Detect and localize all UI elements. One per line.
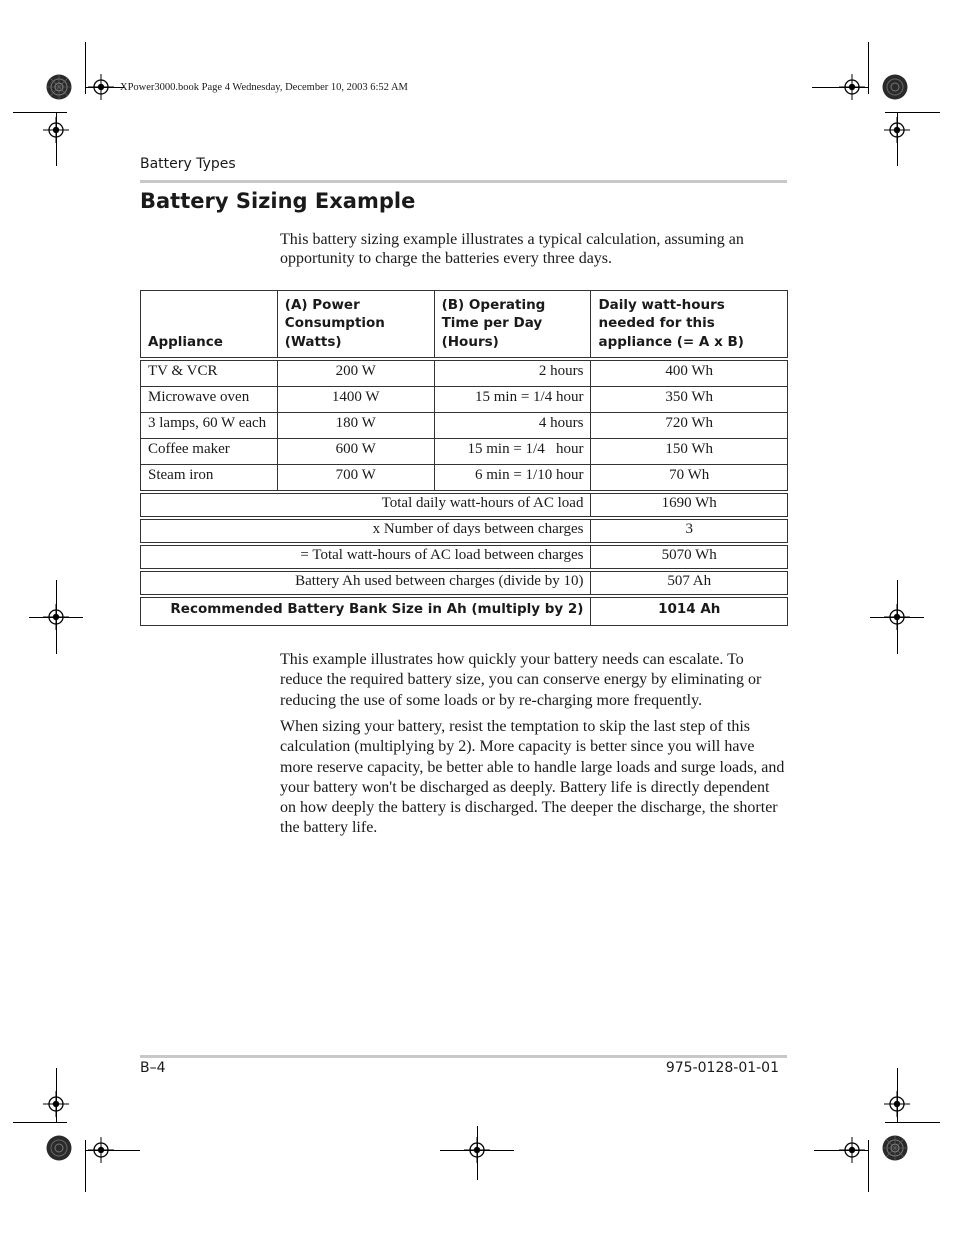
total-row	[141, 570, 788, 596]
watt-hours-cell: 720 Wh	[591, 413, 788, 439]
print-slug: XPower3000.book Page 4 Wednesday, December 10, 2003 6:52 AM	[120, 82, 408, 93]
appliance-cell: Coffee maker	[141, 439, 278, 465]
body-paragraph: When sizing your battery, resist the temptation to skip the last step of this calculation (multiplying by 2). More capacity is better since you will have more reserve capacity, be better able to handle large loads and surge loads, and your battery won't be discharged as deeply. Battery life is directly dependent on how deeply the battery is discharged. The deeper the discharge, the shorter the battery life.	[280, 718, 785, 837]
time-cell: 4 hours	[434, 413, 591, 439]
column-header: (B) Operating Time per Day (Hours)	[434, 291, 591, 360]
time-cell: 6 min = 1/10 hour	[434, 465, 591, 493]
registration-target-icon	[43, 604, 69, 630]
column-header: Appliance	[141, 291, 278, 360]
watt-hours-cell: 70 Wh	[591, 465, 788, 493]
battery-sizing-table	[140, 290, 788, 626]
total-label: Total daily watt-hours of AC load	[141, 492, 591, 518]
total-label: = Total watt-hours of AC load between charges	[141, 544, 591, 570]
power-cell: 700 W	[277, 465, 434, 493]
recommended-value: 1014 Ah	[591, 596, 788, 626]
time-cell: 15 min = 1/4 hour	[434, 439, 591, 465]
total-value: 3	[591, 518, 788, 544]
power-cell: 600 W	[277, 439, 434, 465]
table-row	[141, 359, 788, 387]
table-header-row	[141, 291, 788, 360]
registration-target-icon	[839, 1137, 865, 1163]
registration-target-icon	[839, 74, 865, 100]
running-head: Battery Types	[140, 156, 236, 172]
appliance-cell: Steam iron	[141, 465, 278, 493]
total-row	[141, 544, 788, 570]
registration-target-icon	[884, 117, 910, 143]
total-value: 507 Ah	[591, 570, 788, 596]
header-rule	[140, 180, 787, 183]
table-row	[141, 439, 788, 465]
document-number: 975-0128-01-01	[665, 1060, 779, 1076]
registration-target-icon	[884, 1091, 910, 1117]
registration-target-icon	[43, 117, 69, 143]
recommended-label: Recommended Battery Bank Size in Ah (multiply by 2)	[141, 596, 591, 626]
total-label: Battery Ah used between charges (divide by 10)	[141, 570, 591, 596]
registration-target-icon	[464, 1137, 490, 1163]
appliance-cell: 3 lamps, 60 W each	[141, 413, 278, 439]
total-value: 1690 Wh	[591, 492, 788, 518]
page-number: B–4	[140, 1060, 166, 1076]
watt-hours-cell: 150 Wh	[591, 439, 788, 465]
recommended-row	[141, 596, 788, 626]
color-bar-disc-icon	[882, 1135, 908, 1161]
power-cell: 1400 W	[277, 387, 434, 413]
time-cell: 2 hours	[434, 359, 591, 387]
column-header: Daily watt-hours needed for this appliance (= A x B)	[591, 291, 788, 360]
registration-target-icon	[88, 74, 114, 100]
power-cell: 180 W	[277, 413, 434, 439]
appliance-cell: Microwave oven	[141, 387, 278, 413]
registration-target-icon	[43, 1091, 69, 1117]
power-cell: 200 W	[277, 359, 434, 387]
column-header: (A) Power Consumption (Watts)	[277, 291, 434, 360]
registration-target-icon	[884, 604, 910, 630]
registration-target-icon	[88, 1137, 114, 1163]
watt-hours-cell: 400 Wh	[591, 359, 788, 387]
total-label: x Number of days between charges	[141, 518, 591, 544]
watt-hours-cell: 350 Wh	[591, 387, 788, 413]
color-bar-disc-icon	[46, 1135, 72, 1161]
appliance-cell: TV & VCR	[141, 359, 278, 387]
total-row	[141, 492, 788, 518]
section-title: Battery Sizing Example	[140, 189, 416, 213]
body-paragraph: This example illustrates how quickly your battery needs can escalate. To reduce the required battery size, you can conserve energy by eliminating or reducing the use of some loads or by re-charging more frequently.	[280, 651, 762, 709]
color-bar-disc-icon	[46, 74, 72, 100]
table-row	[141, 465, 788, 493]
color-bar-disc-icon	[882, 74, 908, 100]
table-row	[141, 387, 788, 413]
total-value: 5070 Wh	[591, 544, 788, 570]
intro-paragraph: This battery sizing example illustrates a typical calculation, assuming an opportunity to charge the batteries every three days.	[280, 231, 744, 267]
total-row	[141, 518, 788, 544]
footer-rule	[140, 1055, 787, 1058]
time-cell: 15 min = 1/4 hour	[434, 387, 591, 413]
table-row	[141, 413, 788, 439]
